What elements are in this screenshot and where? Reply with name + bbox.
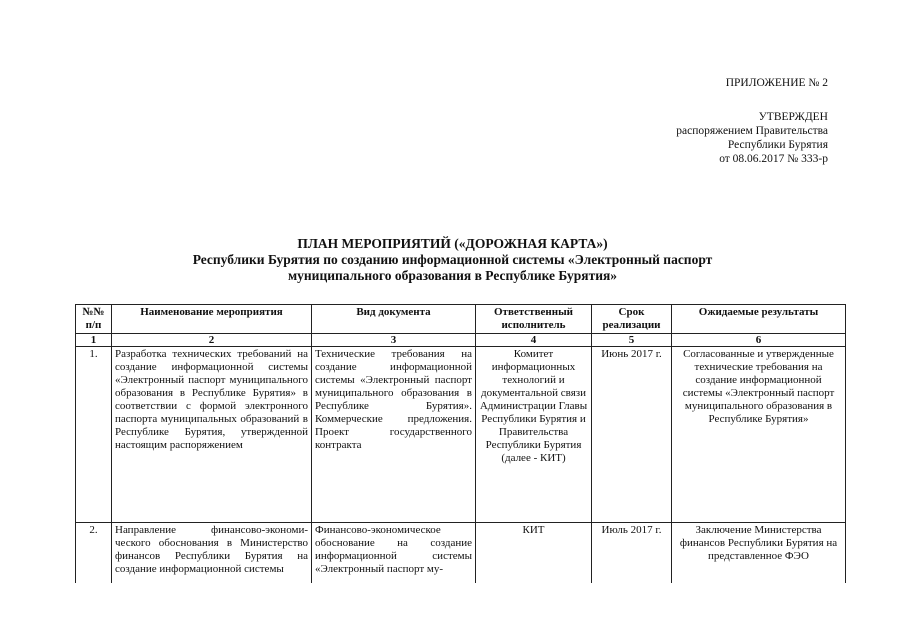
row-event: Разработка технических требований на создание информационной системы «Электронный паспорт муниципального образования в Республике Бурятия» в соответствии с формой электронного паспорта муниципальных образований в Республике Бурятия, утвержденной настоящим распоряжением [112, 347, 312, 523]
approval-stamp [676, 110, 828, 166]
header-doc: Вид документа [312, 305, 476, 334]
row-result: Согласованные и утвержденные технические требования на создание информационной системы «Электронный паспорт муниципального образования в Республике Бурятия» [672, 347, 846, 523]
appendix-label [726, 76, 828, 90]
row-num: 1. [76, 347, 112, 523]
column-number: 1 [76, 334, 112, 347]
plan-table [75, 304, 846, 583]
table-row [76, 523, 846, 583]
row-responsible: Комитет информационных технологий и документальной связи Администрации Главы Республики Бурятия и Правительства Республики Бурятия (далее - КИТ) [476, 347, 592, 523]
approved-text: УТВЕРЖДЕН [758, 111, 828, 123]
row-responsible: КИТ [476, 523, 592, 583]
column-number: 6 [672, 334, 846, 347]
table-row [76, 347, 846, 523]
column-number: 4 [476, 334, 592, 347]
column-number: 2 [112, 334, 312, 347]
row-term: Июль 2017 г. [592, 523, 672, 583]
row-num: 2. [76, 523, 112, 583]
document-subtitle [0, 252, 905, 284]
column-number: 5 [592, 334, 672, 347]
table-header-row [76, 305, 846, 334]
row-doc: Финансово-экономическое обоснование на создание информационной системы «Электронный паспорт му- [312, 523, 476, 583]
approved-line-1: распоряжением Правительства [676, 125, 828, 137]
subtitle-line-1: Республики Бурятия по созданию информационной системы «Электронный паспорт [192, 252, 713, 267]
approved-line-2: Республики Бурятия [727, 139, 828, 151]
document-title: ПЛАН МЕРОПРИЯТИЙ («ДОРОЖНАЯ КАРТА») [297, 236, 608, 251]
appendix-text: ПРИЛОЖЕНИЕ № 2 [725, 77, 828, 89]
header-term: Срок реализации [592, 305, 672, 334]
row-term: Июнь 2017 г. [592, 347, 672, 523]
column-number: 3 [312, 334, 476, 347]
header-num: №№ п/п [76, 305, 112, 334]
header-event: Наименование мероприятия [112, 305, 312, 334]
row-doc: Технические требования на создание информационной системы «Электронный паспорт муниципального образования в Республике Бурятия». Коммерческие предложения. Проект государственного контракта [312, 347, 476, 523]
row-result: Заключение Министерства финансов Республики Бурятия на представленное ФЭО [672, 523, 846, 583]
subtitle-line-2: муниципального образования в Республике Бурятия» [287, 268, 618, 283]
column-numbers-row [76, 334, 846, 347]
row-event: Направление финансово-экономи-ческого обоснования в Министерство финансов Республики Бурятия на создание информационной системы [112, 523, 312, 583]
header-responsible: Ответственный исполнитель [476, 305, 592, 334]
header-result: Ожидаемые результаты [672, 305, 846, 334]
approved-line-3: от 08.06.2017 № 333-р [719, 153, 828, 165]
